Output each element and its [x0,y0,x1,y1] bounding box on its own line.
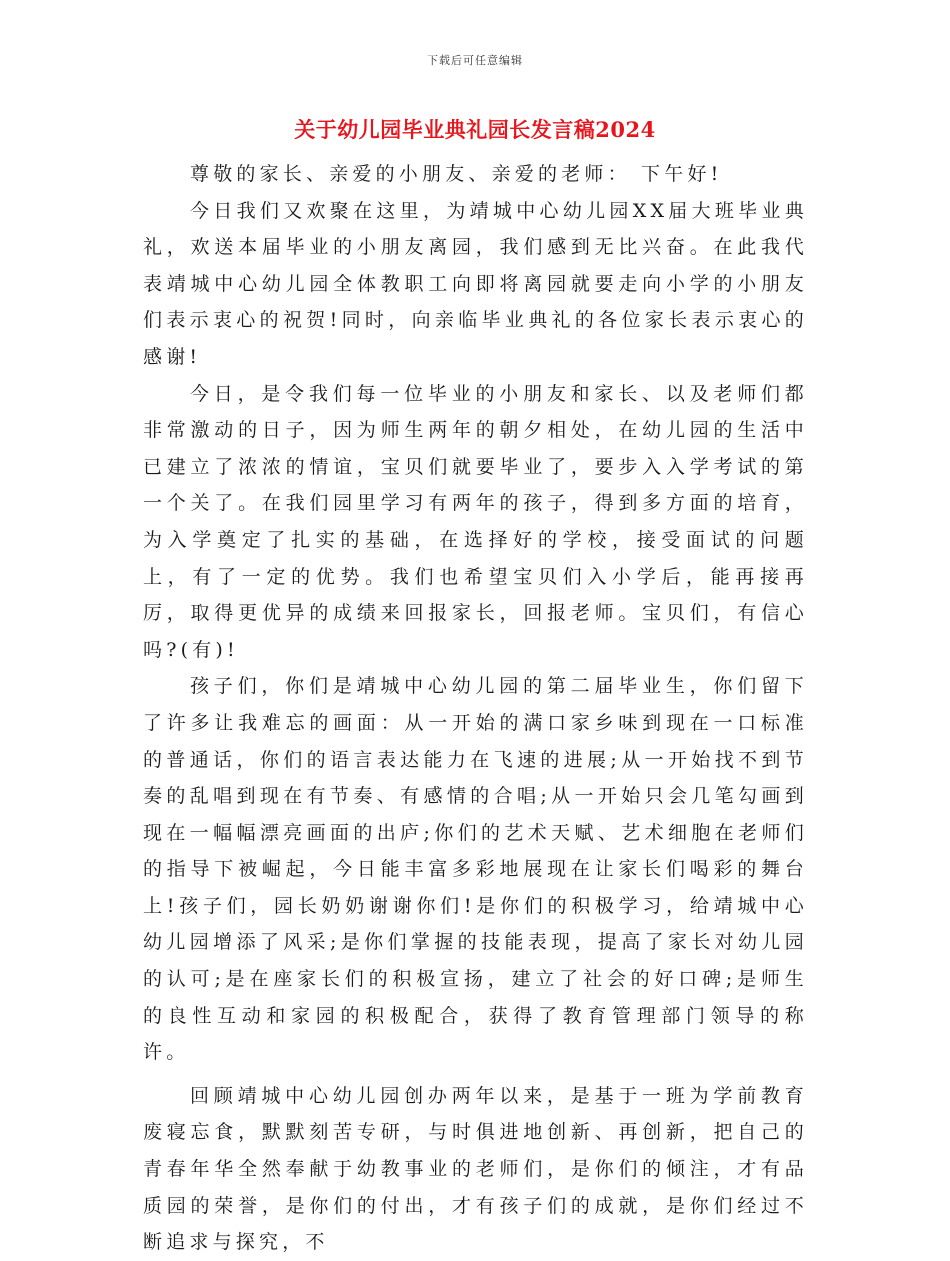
paragraph-children: 孩子们，你们是靖城中心幼儿园的第二届毕业生，你们留下了许多让我难忘的画面：从一开始的满口家乡味到现在一口标准的普通话，你们的语言表达能力在飞速的进展;从一开始找不到节奏的乱唱到现在有节奏、有感情的合唱;从一开始只会几笔勾画到现在一幅幅漂亮画面的出庐;你们的艺术天赋、艺术细胞在老师们的指导下被崛起，今日能丰富多彩地展现在让家长们喝彩的舞台上!孩子们，园长奶奶谢谢你们!是你们的积极学习，给靖城中心幼儿园增添了风采;是你们掌握的技能表现，提高了家长对幼儿园的认可;是在座家长们的积极宣扬，建立了社会的好口碑;是师生的良性互动和家园的积极配合，获得了教育管理部门领导的称许。 [143,675,808,1064]
header-note: 下载后可任意编辑 [427,54,523,67]
document-title: 关于幼儿园毕业典礼园长发言稿2024 [294,117,656,142]
paragraph-review: 回顾靖城中心幼儿园创办两年以来，是基于一班为学前教育废寝忘食，默默刻苦专研，与时俱进地创新、再创新，把自己的青春年华全然奉献于幼教事业的老师们，是你们的倾注，才有品质园的荣誉，是你们的付出，才有孩子们的成就，是你们经过不断追求与探究，不 [143,1084,808,1254]
paragraph-welcome: 今日我们又欢聚在这里，为靖城中心幼儿园XX届大班毕业典礼，欢送本届毕业的小朋友离园，我们感到无比兴奋。在此我代表靖城中心幼儿园全体教职工向即将离园就要走向小学的小朋友们表示衷心的祝贺!同时，向亲临毕业典礼的各位家长表示衷心的感谢! [143,199,808,368]
paragraph-today: 今日，是令我们每一位毕业的小朋友和家长、以及老师们都非常激动的日子，因为师生两年的朝夕相处，在幼儿园的生活中已建立了浓浓的情谊，宝贝们就要毕业了，要步入入学考试的第一个关了。在我们园里学习有两年的孩子，得到多方面的培育，为入学奠定了扎实的基础，在选择好的学校，接受面试的问题上，有了一定的优势。我们也希望宝贝们入小学后，能再接再厉，取得更优异的成绩来回报家长，回报老师。宝贝们，有信心吗?(有)! [143,382,808,661]
paragraph-greeting: 尊敬的家长、亲爱的小朋友、亲爱的老师： 下午好! [190,163,723,185]
document-body [143,156,808,1261]
